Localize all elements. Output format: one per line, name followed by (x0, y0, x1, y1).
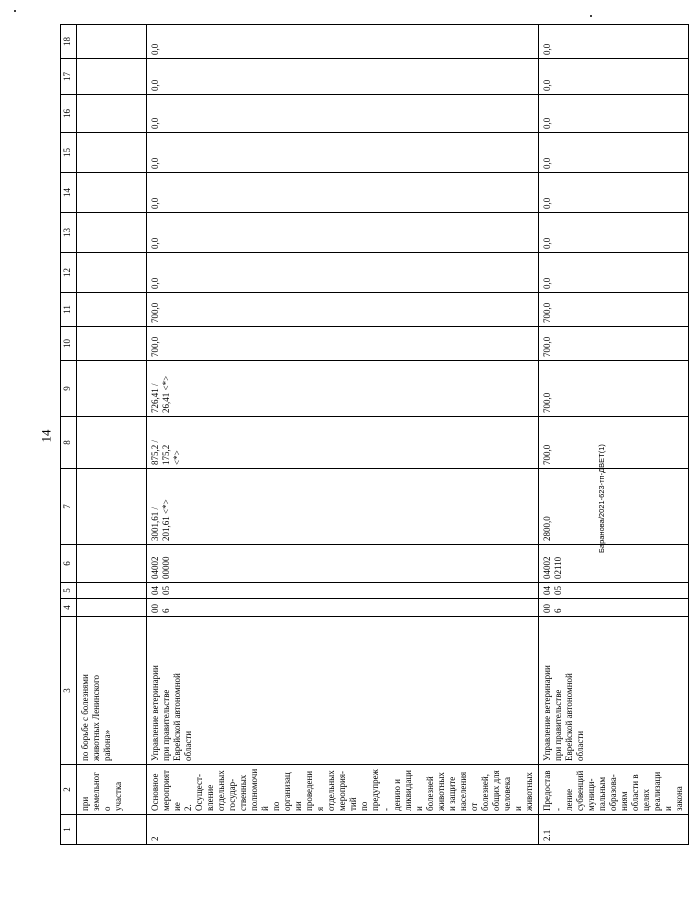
event-name-cell: Основное мероприятие 2. Осущест- вление отдельных государ- ственных полномочий по организации проведения отдельных мероприя- тий по предупреж- дению и ликвидации болезней животных и защите населения от болезней, общих для человека и животных (147, 765, 539, 815)
executor-cell: Управление ветеринарии при правительстве Еврейской автономной области (147, 617, 539, 765)
col-header-13: 13 (61, 213, 77, 253)
row-number-cell: 2 (147, 815, 539, 845)
value-cell: 700,0 (539, 361, 689, 417)
value-cell (77, 133, 147, 173)
table-row (147, 25, 539, 845)
col-header-14: 14 (61, 173, 77, 213)
col-header-2: 2 (61, 765, 77, 815)
executor-cell: Управление ветеринарии при правительстве Еврейской автономной области (539, 617, 689, 765)
value-cell: 726,41 / 26,41 <*> (147, 361, 539, 417)
value-cell: 3001,61 / 201,61 <*> (147, 469, 539, 545)
value-cell: 0,0 (147, 253, 539, 293)
executor-cell: по борьбе с болезнями животных Ленинского района» (77, 617, 147, 765)
col-header-9: 9 (61, 361, 77, 417)
col-header-3: 3 (61, 617, 77, 765)
table-row (539, 25, 689, 845)
value-cell (77, 327, 147, 361)
value-cell: 0,0 (147, 25, 539, 59)
col-header-15: 15 (61, 133, 77, 173)
table-row (77, 25, 147, 845)
col-header-16: 16 (61, 95, 77, 133)
col-header-7: 7 (61, 469, 77, 545)
value-cell (77, 59, 147, 95)
value-cell (77, 95, 147, 133)
col-header-1: 1 (61, 815, 77, 845)
scan-dot (590, 15, 592, 17)
column-number-row (61, 25, 77, 845)
value-cell: 700,0 (539, 327, 689, 361)
value-cell (77, 417, 147, 469)
value-cell: 0,0 (539, 59, 689, 95)
code-cell (77, 599, 147, 617)
page-number: 14 (38, 429, 54, 443)
code-cell: 04002 00000 (147, 545, 539, 583)
value-cell: 0,0 (147, 133, 539, 173)
row-number-cell: 2.1 (539, 815, 689, 845)
col-header-6: 6 (61, 545, 77, 583)
code-cell: 04 05 (539, 583, 689, 599)
value-cell: 0,0 (147, 213, 539, 253)
col-header-8: 8 (61, 417, 77, 469)
value-cell: 0,0 (147, 173, 539, 213)
value-cell: 700,0 (539, 293, 689, 327)
value-cell: 0,0 (539, 173, 689, 213)
value-cell: 0,0 (539, 133, 689, 173)
value-cell (77, 361, 147, 417)
value-cell: 0,0 (539, 95, 689, 133)
value-cell: 0,0 (147, 95, 539, 133)
value-cell: 700,0 (539, 417, 689, 469)
value-cell (77, 25, 147, 59)
col-header-4: 4 (61, 599, 77, 617)
code-cell: 00 6 (147, 599, 539, 617)
value-cell: 0,0 (539, 253, 689, 293)
budget-table (60, 24, 689, 845)
col-header-18: 18 (61, 25, 77, 59)
value-cell: 875,2 / 175,2 <*> (147, 417, 539, 469)
value-cell: 0,0 (147, 59, 539, 95)
value-cell (77, 253, 147, 293)
scan-dot (14, 10, 16, 12)
value-cell (77, 213, 147, 253)
code-cell: 04 05 (147, 583, 539, 599)
value-cell: 0,0 (539, 25, 689, 59)
row-number-cell (77, 815, 147, 845)
value-cell (77, 293, 147, 327)
code-cell: 00 6 (539, 599, 689, 617)
value-cell: 700,0 (147, 327, 539, 361)
col-header-17: 17 (61, 59, 77, 95)
col-header-12: 12 (61, 253, 77, 293)
code-cell (77, 583, 147, 599)
value-cell (77, 469, 147, 545)
col-header-10: 10 (61, 327, 77, 361)
document-code: Баранова/2021-623-тп-ДВЕТ(1) (597, 444, 606, 553)
code-cell: 04002 02110 (539, 545, 689, 583)
value-cell (77, 173, 147, 213)
code-cell (77, 545, 147, 583)
col-header-11: 11 (61, 293, 77, 327)
event-name-cell: Предостав- ление субвенций муници- пальным образова- ниям области в целях реализации закона (539, 765, 689, 815)
col-header-5: 5 (61, 583, 77, 599)
value-cell: 0,0 (539, 213, 689, 253)
value-cell: 2800,0 (539, 469, 689, 545)
event-name-cell: при земельного участка (77, 765, 147, 815)
value-cell: 700,0 (147, 293, 539, 327)
